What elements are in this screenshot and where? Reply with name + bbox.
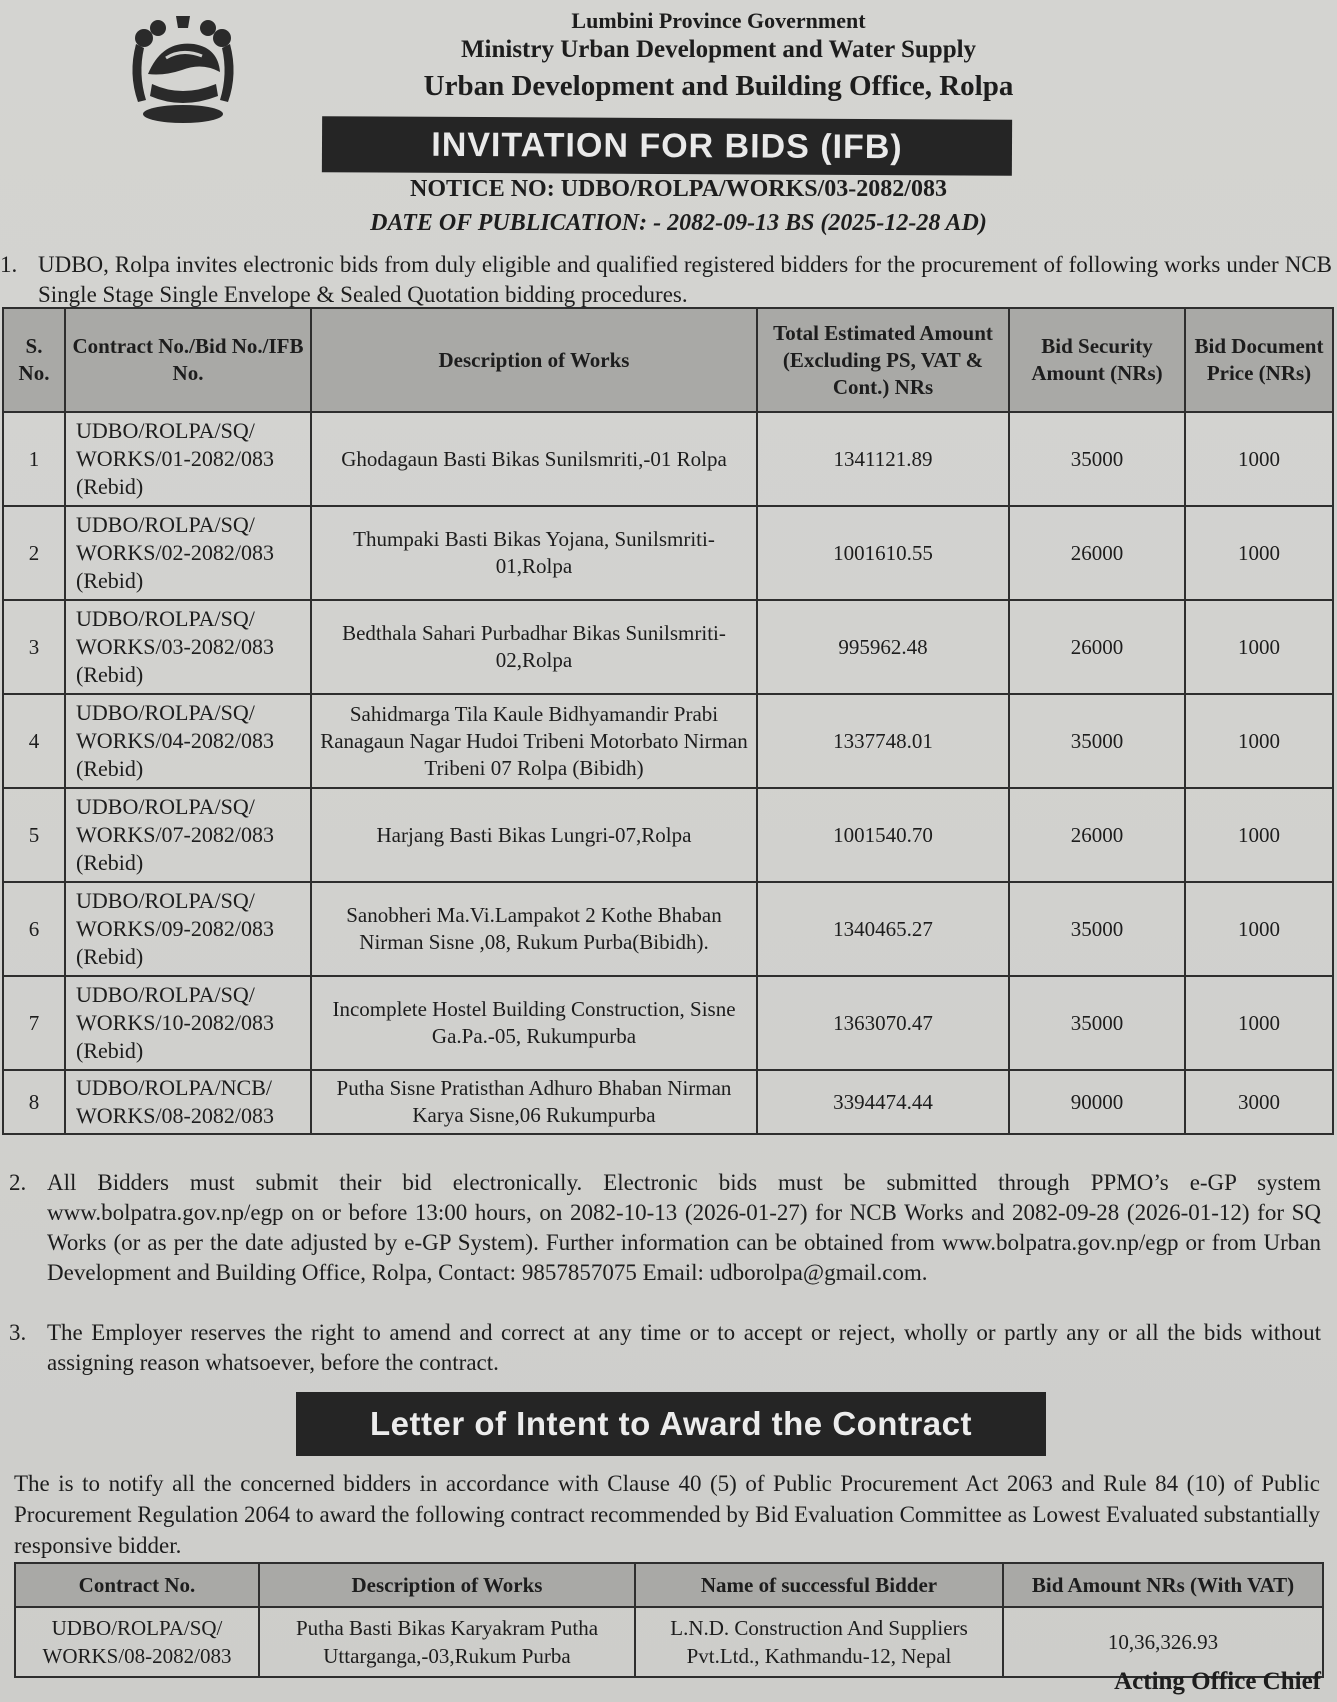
cell-security: 35000 — [1009, 412, 1185, 506]
cell-contract: UDBO/ROLPA/SQ/ WORKS/08-2082/083 — [15, 1607, 259, 1677]
cell-amount: 995962.48 — [757, 600, 1009, 694]
loi-banner: Letter of Intent to Award the Contract — [296, 1392, 1046, 1456]
col-header-bidder: Name of successful Bidder — [635, 1563, 1003, 1607]
cell-security: 26000 — [1009, 788, 1185, 882]
cell-sno: 7 — [3, 976, 65, 1070]
table-row — [3, 600, 1333, 694]
cell-amount: 1001540.70 — [757, 788, 1009, 882]
table-row — [3, 506, 1333, 600]
cell-price: 1000 — [1185, 694, 1333, 788]
section-1 — [0, 250, 1332, 310]
cell-contract: UDBO/ROLPA/SQ/ WORKS/01-2082/083 (Rebid) — [65, 412, 311, 506]
cell-description: Incomplete Hostel Building Construction, Sisne Ga.Pa.-05, Rukumpurba — [311, 976, 757, 1070]
cell-amount: 1340465.27 — [757, 882, 1009, 976]
cell-bidder: L.N.D. Construction And Suppliers Pvt.Ltd., Kathmandu-12, Nepal — [635, 1607, 1003, 1677]
cell-contract: UDBO/ROLPA/SQ/ WORKS/03-2082/083 (Rebid) — [65, 600, 311, 694]
table-row — [3, 694, 1333, 788]
cell-description: Thumpaki Basti Bikas Yojana, Sunilsmriti-01,Rolpa — [311, 506, 757, 600]
cell-price: 1000 — [1185, 412, 1333, 506]
office-name: Urban Development and Building Office, Rolpa — [423, 70, 1014, 102]
cell-sno: 4 — [3, 694, 65, 788]
cell-description: Sanobheri Ma.Vi.Lampakot 2 Kothe Bhaban Nirman Sisne ,08, Rukum Purba(Bibidh). — [311, 882, 757, 976]
section-text: The Employer reserves the right to amend and correct at any time or to accept or reject, wholly or partly any or all the bids without assigning reason whatsoever, before the contract. — [47, 1320, 1321, 1375]
cell-security: 35000 — [1009, 882, 1185, 976]
cell-description: Putha Sisne Pratisthan Adhuro Bhaban Nirman Karya Sisne,06 Rukumpurba — [311, 1070, 757, 1134]
cell-amount: 3394474.44 — [757, 1070, 1009, 1134]
table-row — [3, 412, 1333, 506]
cell-amount: 1001610.55 — [757, 506, 1009, 600]
col-header-bid-amount: Bid Amount NRs (With VAT) — [1003, 1563, 1323, 1607]
notice-number: NOTICE NO: UDBO/ROLPA/WORKS/03-2082/083 — [410, 176, 947, 202]
cell-amount: 1341121.89 — [757, 412, 1009, 506]
cell-security: 26000 — [1009, 506, 1185, 600]
cell-security: 35000 — [1009, 694, 1185, 788]
signoff: Acting Office Chief — [1114, 1668, 1321, 1695]
table-row — [3, 1070, 1333, 1134]
cell-contract: UDBO/ROLPA/NCB/ WORKS/08-2082/083 — [65, 1070, 311, 1134]
cell-contract: UDBO/ROLPA/SQ/ WORKS/09-2082/083 (Rebid) — [65, 882, 311, 976]
cell-price: 1000 — [1185, 506, 1333, 600]
table-header-row — [15, 1563, 1323, 1607]
col-header-description: Description of Works — [259, 1563, 635, 1607]
cell-description: Harjang Basti Bikas Lungri-07,Rolpa — [311, 788, 757, 882]
cell-security: 90000 — [1009, 1070, 1185, 1134]
cell-sno: 5 — [3, 788, 65, 882]
cell-contract: UDBO/ROLPA/SQ/ WORKS/10-2082/083 (Rebid) — [65, 976, 311, 1070]
col-header-security: Bid Security Amount (NRs) — [1009, 308, 1185, 412]
section-text: UDBO, Rolpa invites electronic bids from duly eligible and qualified registered bidders for the procurement of following works under NCB Single Stage Single Envelope & Sealed Quotation bidding procedures. — [38, 252, 1332, 307]
section-number: 3. — [9, 1320, 27, 1345]
cell-sno: 2 — [3, 506, 65, 600]
cell-description: Ghodagaun Basti Bikas Sunilsmriti,-01 Rolpa — [311, 412, 757, 506]
cell-amount: 1363070.47 — [757, 976, 1009, 1070]
ministry-name: Ministry Urban Development and Water Supply — [460, 36, 977, 63]
cell-description: Bedthala Sahari Purbadhar Bikas Sunilsmriti-02,Rolpa — [311, 600, 757, 694]
cell-price: 1000 — [1185, 882, 1333, 976]
cell-security: 35000 — [1009, 976, 1185, 1070]
cell-contract: UDBO/ROLPA/SQ/ WORKS/02-2082/083 (Rebid) — [65, 506, 311, 600]
cell-sno: 3 — [3, 600, 65, 694]
cell-security: 26000 — [1009, 600, 1185, 694]
publication-date: DATE OF PUBLICATION: - 2082-09-13 BS (2025-12-28 AD) — [370, 210, 987, 236]
col-header-contract: Contract No./Bid No./IFB No. — [65, 308, 311, 412]
province-name: Lumbini Province Government — [571, 8, 866, 33]
cell-contract: UDBO/ROLPA/SQ/ WORKS/04-2082/083 (Rebid) — [65, 694, 311, 788]
cell-price: 3000 — [1185, 1070, 1333, 1134]
table-header-row — [3, 308, 1333, 412]
table-row — [3, 976, 1333, 1070]
loi-text: The is to notify all the concerned bidders in accordance with Clause 40 (5) of Public Procurement Act 2063 and Rule 84 (10) of Public Procurement Regulation 2064 to award the following contract recommended by Bid Evaluation Committee as Lowest Evaluated substantially responsive bidder. — [14, 1471, 1320, 1558]
section-3 — [9, 1318, 1321, 1378]
cell-price: 1000 — [1185, 788, 1333, 882]
cell-description: Sahidmarga Tila Kaule Bidhyamandir Prabi Ranagaun Nagar Hudoi Tribeni Motorbato Nirman Tribeni 07 Rolpa (Bibidh) — [311, 694, 757, 788]
col-header-contract: Contract No. — [15, 1563, 259, 1607]
col-header-price: Bid Document Price (NRs) — [1185, 308, 1333, 412]
table-row — [15, 1607, 1323, 1677]
cell-price: 1000 — [1185, 600, 1333, 694]
cell-price: 1000 — [1185, 976, 1333, 1070]
col-header-sno: S. No. — [3, 308, 65, 412]
section-2 — [9, 1168, 1321, 1288]
cell-sno: 6 — [3, 882, 65, 976]
section-number: 1. — [0, 252, 18, 277]
cell-sno: 1 — [3, 412, 65, 506]
ifb-banner: INVITATION FOR BIDS (IFB) — [322, 116, 1012, 176]
cell-contract: UDBO/ROLPA/SQ/ WORKS/07-2082/083 (Rebid) — [65, 788, 311, 882]
cell-sno: 8 — [3, 1070, 65, 1134]
col-header-description: Description of Works — [311, 308, 757, 412]
section-number: 2. — [9, 1170, 27, 1195]
cell-amount: 1337748.01 — [757, 694, 1009, 788]
award-table — [14, 1562, 1324, 1678]
bids-table — [2, 307, 1334, 1135]
table-row — [3, 882, 1333, 976]
cell-bid-amount: 10,36,326.93 — [1003, 1607, 1323, 1677]
section-text: All Bidders must submit their bid electronically. Electronic bids must be submitted through PPMO’s e-GP system www.bolpatra.gov.np/egp on or before 13:00 hours, on 2082-10-13 (2026-01-27) for NCB Works and 2082-09-28 (2026-01-12) for SQ Works (or as per the date adjusted by e-GP System). Further information can be obtained from www.bolpatra.gov.np/egp or from Urban Development and Building Office, Rolpa, Contact: 9857857075 Email: udborolpa@gmail.com. — [47, 1170, 1321, 1285]
table-row — [3, 788, 1333, 882]
col-header-amount: Total Estimated Amount (Excluding PS, VAT & Cont.) NRs — [757, 308, 1009, 412]
cell-description: Putha Basti Bikas Karyakram Putha Uttarganga,-03,Rukum Purba — [259, 1607, 635, 1677]
